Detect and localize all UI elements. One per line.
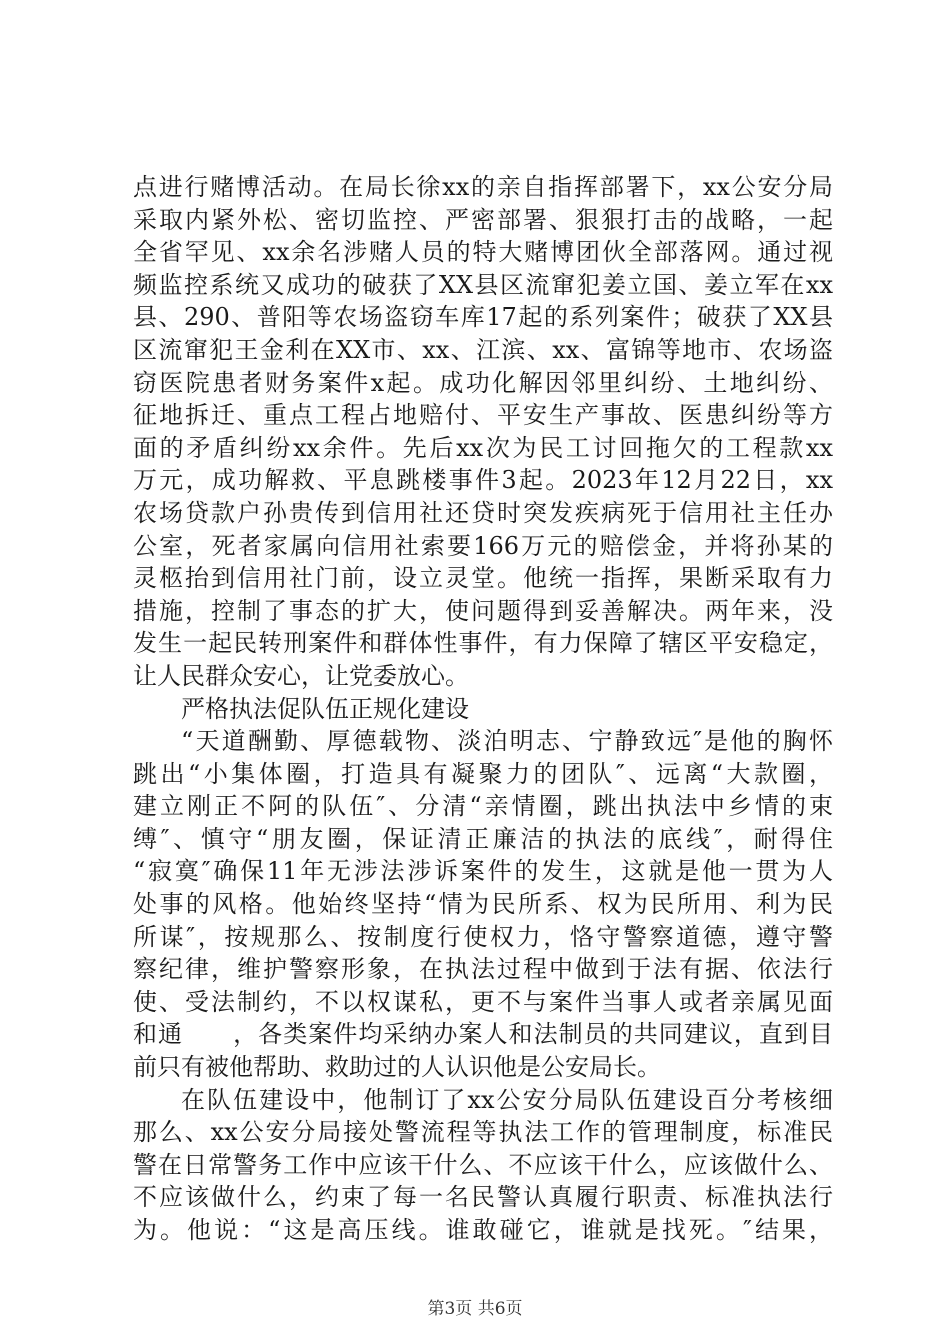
text-line: 发生一起民转刑案件和群体性事件，有力保障了辖区平安稳定， bbox=[133, 629, 833, 658]
text-line: 全省罕见、xx余名涉赌人员的特大赌博团伙全部落网。通过视 bbox=[133, 238, 833, 267]
text-line: 为。他说：“这是高压线。谁敢碰它，谁就是找死。″结果， bbox=[133, 1216, 833, 1244]
document-body bbox=[133, 171, 833, 1247]
text-line: 频监控系统又成功的破获了XX县区流窜犯姜立国、姜立军在xx bbox=[133, 270, 833, 299]
text-line: 察纪律，维护警察形象，在执法过程中做到于法有据、依法行 bbox=[133, 955, 833, 984]
text-line: 农场贷款户孙贵传到信用社还贷时突发疾病死于信用社主任办 bbox=[133, 498, 833, 527]
text-line: 区流窜犯王金利在XX市、xx、江滨、xx、富锦等地市、农场盗 bbox=[133, 335, 833, 364]
text-line: 措施，控制了事态的扩大，使问题得到妥善解决。两年来，没 bbox=[133, 596, 833, 625]
text-line: 前只有被他帮助、救助过的人认识他是公安局长。 bbox=[133, 1053, 661, 1082]
text-line: 那么、xx公安分局接处警流程等执法工作的管理制度，标准民 bbox=[133, 1118, 833, 1147]
text-line: 和通 ，各类案件均采纳办案人和法制员的共同建议，直到目 bbox=[133, 1020, 833, 1049]
text-line: 使、受法制约，不以权谋私，更不与案件当事人或者亲属见面 bbox=[133, 987, 833, 1016]
text-line: 万元，成功解救、平息跳楼事件3起。2023年12月22日，xx bbox=[133, 466, 833, 495]
text-line: 采取内紧外松、密切监控、严密部署、狠狠打击的战略，一起 bbox=[133, 205, 833, 234]
text-line: 缚″、慎守“朋友圈，保证清正廉洁的执法的底线″，耐得住 bbox=[133, 824, 833, 853]
text-line: 公室，死者家属向信用社索要166万元的赔偿金，并将孙某的 bbox=[133, 531, 833, 560]
text-line: 点进行赌博活动。在局长徐xx的亲自指挥部署下，xx公安分局 bbox=[133, 173, 833, 201]
text-line: 所谋″，按规那么、按制度行使权力，恪守警察道德，遵守警 bbox=[133, 922, 833, 951]
text-line: 严格执法促队伍正规化建设 bbox=[181, 694, 469, 723]
text-line: 处事的风格。他始终坚持“情为民所系、权为民所用、利为民 bbox=[133, 890, 833, 919]
text-line: 窃医院患者财务案件x起。成功化解因邻里纠纷、土地纠纷、 bbox=[133, 368, 833, 397]
text-line: 面的矛盾纠纷xx余件。先后xx次为民工讨回拖欠的工程款xx bbox=[133, 433, 833, 462]
text-line: 县、290、普阳等农场盗窃车库17起的系列案件；破获了XX县 bbox=[133, 303, 833, 332]
text-line: “寂寞″确保11年无涉法涉诉案件的发生，这就是他一贯为人 bbox=[133, 857, 833, 886]
text-line: 在队伍建设中，他制订了xx公安分局队伍建设百分考核细 bbox=[181, 1085, 833, 1114]
text-line: 让人民群众安心，让党委放心。 bbox=[133, 661, 469, 690]
text-line: 征地拆迁、重点工程占地赔付、平安生产事故、医患纠纷等方 bbox=[133, 401, 833, 430]
text-line: 警在日常警务工作中应该干什么、不应该干什么，应该做什么、 bbox=[133, 1150, 833, 1179]
page-number-footer: 第3页 共6页 bbox=[427, 1299, 523, 1319]
text-line: 跳出“小集体圈，打造具有凝聚力的团队″、远离“大款圈， bbox=[133, 759, 833, 788]
text-line: 建立刚正不阿的队伍″、分清“亲情圈，跳出执法中乡情的束 bbox=[133, 792, 833, 821]
text-line: 灵柩抬到信用社门前，设立灵堂。他统一指挥，果断采取有力 bbox=[133, 564, 833, 593]
text-line: 不应该做什么，约束了每一名民警认真履行职责、标准执法行 bbox=[133, 1183, 833, 1212]
text-line: “天道酬勤、厚德载物、淡泊明志、宁静致远″是他的胸怀 bbox=[181, 727, 833, 756]
